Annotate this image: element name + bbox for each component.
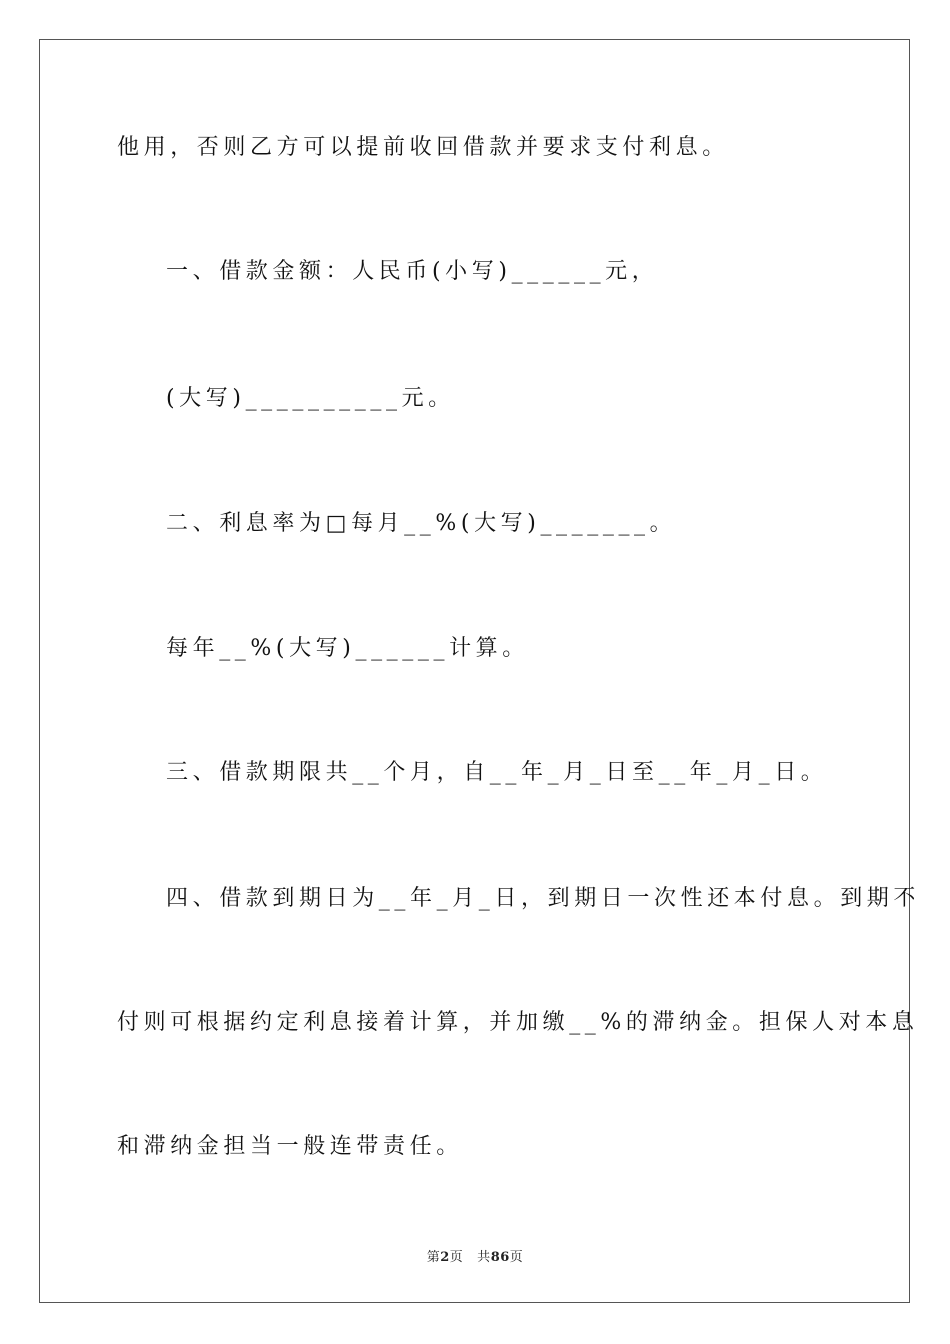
loan-amount-line: 一、借款金额：人民币(小写)______元， [166, 259, 659, 284]
total-prefix: 共 [477, 1250, 491, 1265]
loan-term-line: 三、借款期限共__个月，自__年_月_日至__年_月_日。 [166, 760, 828, 785]
due-date-line: 四、借款到期日为__年_月_日，到期日一次性还本付息。到期不 [166, 886, 921, 911]
page-suffix: 页 [449, 1250, 464, 1265]
page-number: 2 [440, 1250, 450, 1265]
page-border [39, 39, 910, 1303]
interest-rate-yearly-line: 每年__%(大写)______计算。 [166, 636, 529, 661]
total-pages: 86 [490, 1250, 510, 1265]
loan-amount-uppercase-line: (大写)__________元。 [166, 386, 455, 411]
late-fee-line: 付则可根据约定利息接着计算，并加缴__%的滞纳金。担保人对本息 [117, 1010, 919, 1035]
total-suffix: 页 [509, 1250, 524, 1265]
guarantor-liability-line: 和滞纳金担当一般连带责任。 [117, 1134, 463, 1159]
page-footer [0, 1246, 950, 1265]
page-prefix: 第 [426, 1250, 441, 1265]
paragraph-line-1: 他用，否则乙方可以提前收回借款并要求支付利息。 [117, 135, 729, 160]
interest-rate-monthly-line: 二、利息率为□每月__%(大写)_______。 [166, 511, 677, 536]
